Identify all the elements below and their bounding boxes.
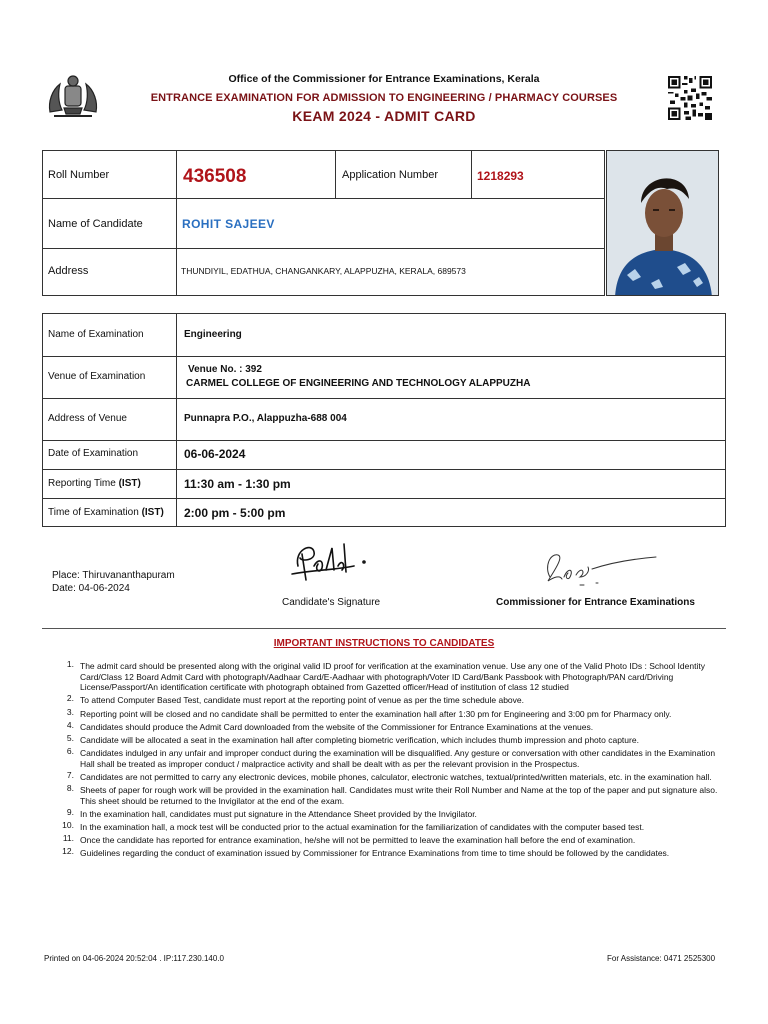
exam-time-value: 2:00 pm - 5:00 pm (184, 506, 286, 520)
course-heading: ENTRANCE EXAMINATION FOR ADMISSION TO ENGINEERING / PHARMACY COURSES (150, 92, 618, 104)
instruction-item: 1. The admit card should be presented along with the original valid ID proof for verification at the examination venue. Use any one of the Valid Photo IDs : School Identity Card/Class 12 Board Admit Card with photograph/Aadhaar Card/E-Aadhaar with photograph/Voter ID Card/Bank Passbook with Photograph/PAN card/Driving License/Passport/An identification certificate with photograph obtained from Gazetted officer/Head of institution of class 12 studied (66, 659, 705, 693)
place-text: Place: Thiruvananthapuram (52, 570, 175, 581)
commissioner-signature-label: Commissioner for Entrance Examinations (496, 597, 695, 608)
issue-date-text: Date: 04-06-2024 (52, 583, 130, 594)
exam-date-value: 06-06-2024 (184, 447, 246, 461)
exam-time-label: Time of Examination (IST) (48, 507, 164, 518)
instruction-item: 3. Reporting point will be closed and no candidate shall be permitted to enter the examination hall after 1:30 pm for Engineering and 3:00 pm for Pharmacy only. (66, 706, 672, 719)
instruction-item: 7. Candidates are not permitted to carry any electronic devices, mobile phones, calculator, electronic watches, textual/printed/written materials, etc. in the examination hall. (66, 769, 712, 782)
address-value: THUNDIYIL, EDATHUA, CHANGANKARY, ALAPPUZHA, KERALA, 689573 (181, 266, 466, 276)
application-number-value: 1218293 (477, 169, 524, 183)
instruction-item: 5. Candidate will be allocated a seat in the examination hall after completing biometric verification, which includes thumb impression and photo capture. (66, 732, 639, 745)
office-heading: Office of the Commissioner for Entrance Examinations, Kerala (228, 73, 540, 85)
admit-card-title: KEAM 2024 - ADMIT CARD (292, 108, 476, 124)
exam-details-table (42, 313, 726, 527)
candidate-name-value: ROHIT SAJEEV (182, 217, 275, 231)
venue-address-label: Address of Venue (48, 413, 127, 424)
instruction-item: 2. To attend Computer Based Test, candidate must report at the reporting point of venue as per the time schedule above. (66, 693, 525, 706)
instruction-item: 9. In the examination hall, candidates must put signature in the Attendance Sheet provided by the Invigilator. (66, 806, 477, 819)
candidate-photo (606, 150, 719, 296)
address-label: Address (48, 265, 89, 277)
commissioner-signature (540, 547, 660, 589)
section-divider (42, 628, 726, 629)
venue-name: CARMEL COLLEGE OF ENGINEERING AND TECHNOLOGY ALAPPUZHA (186, 378, 531, 389)
venue-label: Venue of Examination (48, 371, 146, 382)
exam-date-label: Date of Examination (48, 448, 139, 459)
qr-code-icon (668, 76, 712, 120)
candidate-name-label: Name of Candidate (48, 218, 143, 230)
instructions-list (58, 661, 728, 862)
exam-name-label: Name of Examination (48, 329, 144, 340)
roll-number-label: Roll Number (48, 169, 110, 181)
application-number-label: Application Number (342, 169, 438, 181)
roll-number-value: 436508 (183, 166, 247, 187)
venue-address-value: Punnapra P.O., Alappuzha-688 004 (184, 413, 347, 424)
candidate-signature (288, 536, 372, 584)
instruction-item: 4. Candidates should produce the Admit Card downloaded from the website of the Commissioner for Entrance Examinations at the venues. (66, 719, 594, 732)
instruction-item: 8. Sheets of paper for rough work will be provided in the examination hall. Candidates must write their Roll Number and Name at the top of the paper and put signature also. This sheet should be returned to the Invigilator at the end of the exam. (66, 783, 718, 806)
venue-number: Venue No. : 392 (188, 364, 262, 375)
reporting-time-value: 11:30 am - 1:30 pm (184, 477, 291, 491)
instruction-item: 11. Once the candidate has reported for entrance examination, he/she will not be permitted to leave the examination hall before the end of examination. (62, 833, 636, 846)
candidate-signature-label: Candidate's Signature (282, 597, 381, 608)
printed-timestamp: Printed on 04-06-2024 20:52:04 . IP:117.230.140.0 (44, 954, 224, 963)
instruction-item: 6. Candidates indulged in any unfair and improper conduct during the examination will be disqualified. Any gesture or conversation with other candidates in the Examination Hall shall be treated as improper conduct / malpractice activity and shall be dealt with as per the relevant provision in the Prospectus. (66, 746, 716, 769)
instruction-item: 12. Guidelines regarding the conduct of examination issued by Commissioner for Entrance Examinations from time to time should be followed by the candidates. (62, 846, 670, 859)
instruction-item: 10. In the examination hall, a mock test will be conducted prior to the actual examination for the familiarization of candidates with the computer based test. (62, 820, 645, 833)
assistance-phone: For Assistance: 0471 2525300 (607, 954, 716, 963)
exam-name-value: Engineering (184, 329, 242, 340)
reporting-time-label: Reporting Time (IST) (48, 478, 141, 489)
instructions-title: IMPORTANT INSTRUCTIONS TO CANDIDATES (273, 638, 495, 649)
